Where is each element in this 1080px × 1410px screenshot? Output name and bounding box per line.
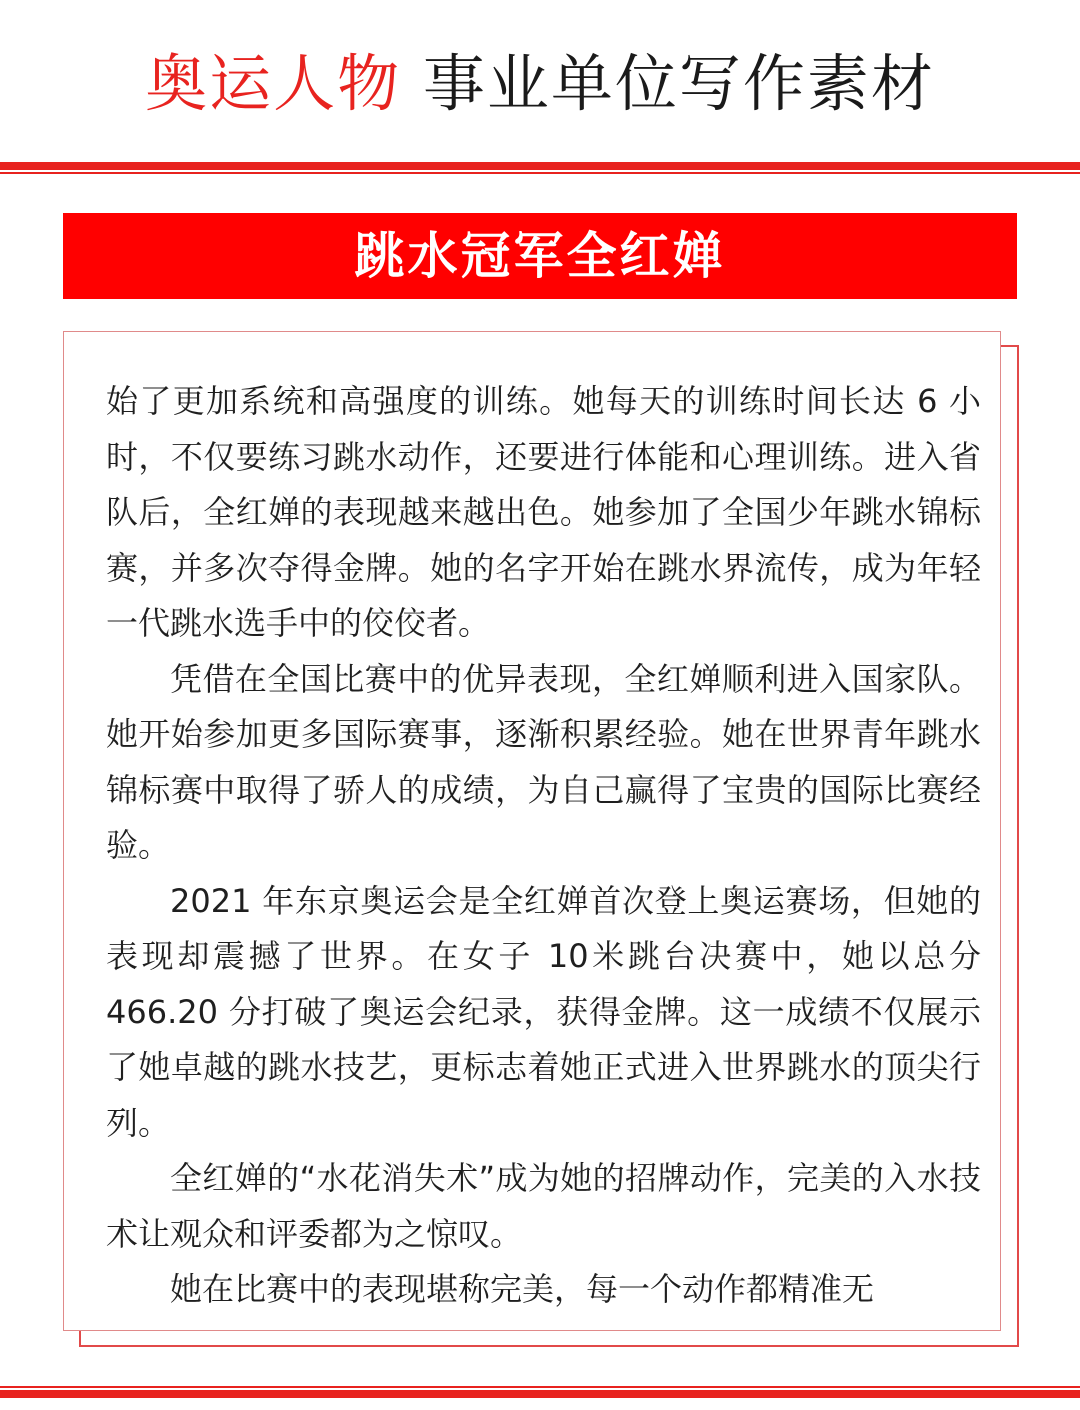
footer-divider-thin [0, 1386, 1080, 1388]
section-banner-title: 跳水冠军全红婵 [354, 226, 726, 285]
footer-divider-thick [0, 1390, 1080, 1398]
article-body [106, 374, 981, 1318]
article-paragraph: 2021 年东京奥运会是全红婵首次登上奥运赛场，但她的表现却震撼了世界。在女子 10米跳台决赛中，她以总分 466.20 分打破了奥运会纪录，获得金牌。这一成绩不仅展示了她卓越的跳水技艺，更标志着她正式进入世界跳水的顶尖行列。 [106, 881, 981, 1142]
page-title-highlight: 奥运人物 [145, 47, 402, 120]
article-paragraph: 凭借在全国比赛中的优异表现，全红婵顺利进入国家队。她开始参加更多国际赛事，逐渐积累经验。她在世界青年跳水锦标赛中取得了骄人的成绩，为自己赢得了宝贵的国际比赛经验。 [106, 659, 981, 864]
article-paragraph: 她在比赛中的表现堪称完美，每一个动作都精准无 [170, 1270, 875, 1308]
header-divider-thin [0, 172, 1080, 174]
article-paragraph: 全红婵的“水花消失术”成为她的招牌动作，完美的入水技术让观众和评委都为之惊叹。 [106, 1159, 981, 1253]
content-card [63, 331, 1001, 1331]
page-title [0, 44, 1080, 124]
section-banner [63, 213, 1017, 299]
article-paragraph: 始了更加系统和高强度的训练。她每天的训练时间长达 6 小时，不仅要练习跳水动作，还要进行体能和心理训练。进入省队后，全红婵的表现越来越出色。她参加了全国少年跳水锦标赛，并多次夺得金牌。她的名字开始在跳水界流传，成为年轻一代跳水选手中的佼佼者。 [106, 382, 981, 642]
page-title-subtitle: 事业单位写作素材 [422, 47, 935, 120]
header-divider-thick [0, 162, 1080, 170]
